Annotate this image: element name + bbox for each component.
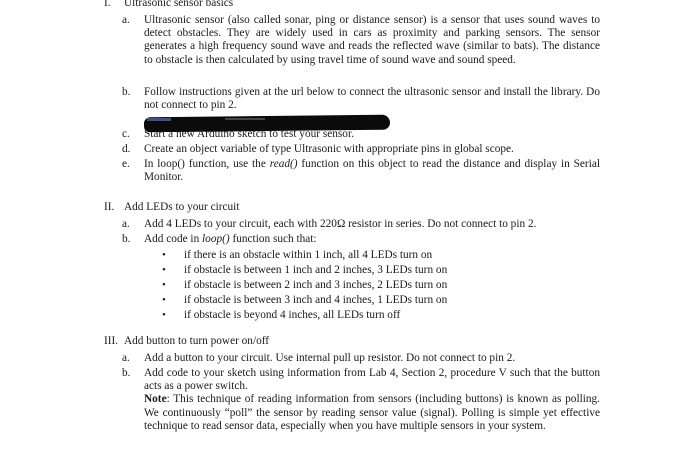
section-3-heading xyxy=(104,335,269,348)
redaction-fleck xyxy=(225,118,265,120)
section-2-item-b xyxy=(122,233,600,246)
section-2-item-a xyxy=(122,218,600,231)
item-label: b. xyxy=(122,233,131,245)
section-1-item-b xyxy=(122,86,600,112)
bullet-text: if obstacle is between 1 inch and 2 inches, 3 LEDs turn on xyxy=(184,264,448,276)
item-label: e. xyxy=(122,158,130,170)
section-1-item-d xyxy=(122,143,600,156)
item-text: Create an object variable of type Ultrasonic with appropriate pins in global scope. xyxy=(144,143,514,155)
bullet-item xyxy=(162,279,562,292)
section-3-title: Add button to turn power on/off xyxy=(124,335,270,347)
bullet-text: if obstacle is between 3 inch and 4 inches, 1 LEDs turn on xyxy=(184,294,448,306)
bullet-item xyxy=(162,249,562,262)
section-2-title: Add LEDs to your circuit xyxy=(124,201,240,213)
bullet-text: if obstacle is beyond 4 inches, all LEDs turn off xyxy=(184,309,401,321)
item-text: Add a button to your circuit. Use internal pull up resistor. Do not connect to pin 2. xyxy=(144,352,516,364)
bullet-icon: • xyxy=(162,294,166,306)
note-label: Note xyxy=(144,393,167,406)
item-label: a. xyxy=(122,352,130,364)
item-label: a. xyxy=(122,218,130,230)
bullet-item xyxy=(162,309,562,322)
section-3-number: III. xyxy=(104,335,119,347)
section-3-item-b xyxy=(122,367,600,433)
note-paragraph xyxy=(144,393,600,433)
section-1-heading xyxy=(104,0,233,10)
item-text: Add code in loop() function such that: xyxy=(144,233,317,245)
code-loop: loop() xyxy=(202,233,230,245)
item-label: d. xyxy=(122,143,131,155)
item-label: b. xyxy=(122,367,131,379)
bullet-text: if obstacle is between 2 inch and 3 inches, 2 LEDs turn on xyxy=(184,279,448,291)
item-label: b. xyxy=(122,86,131,98)
bullet-icon: • xyxy=(162,264,166,276)
bullet-item xyxy=(162,294,562,307)
section-1-title: Ultrasonic sensor basics xyxy=(124,0,234,9)
note-text: : This technique of reading information from sensors (including buttons) is known as polling. We continuously “poll” the sensor by reading sensor value (signal). Polling is simple yet effective technique to read sensor data, especially when you have multiple sensors in your system. xyxy=(144,393,600,432)
item-text: Add 4 LEDs to your circuit, each with 220Ω resistor in series. Do not connect to pin 2. xyxy=(144,218,537,230)
bullet-item xyxy=(162,264,562,277)
bullet-icon: • xyxy=(162,309,166,321)
section-3-item-a xyxy=(122,352,600,365)
section-1-number: I. xyxy=(104,0,111,9)
section-1-item-c xyxy=(122,128,600,141)
bullet-icon: • xyxy=(162,279,166,291)
item-label: a. xyxy=(122,14,130,26)
item-text: Follow instructions given at the url below to connect the ultrasonic sensor and install the library. Do not connect to pin 2. xyxy=(144,86,600,112)
bullet-icon: • xyxy=(162,249,166,261)
item-label: c. xyxy=(122,128,130,140)
section-2-heading xyxy=(104,201,239,214)
item-text: Add code to your sketch using information from Lab 4, Section 2, procedure V such that the button acts as a power switch. xyxy=(144,367,600,393)
item-text: Start a new Arduino sketch to test your sensor. xyxy=(144,128,354,140)
item-text: In loop() function, use the read() function on this object to read the distance and display in Serial Monitor. xyxy=(144,158,600,184)
bullet-text: if there is an obstacle within 1 inch, all 4 LEDs turn on xyxy=(184,249,433,261)
item-text: Ultrasonic sensor (also called sonar, ping or distance sensor) is a sensor that uses sound waves to detect obstacles. They are widely used in cars as proximity and parking sensors. The sensor generates a high frequency sound wave and reads the reflected wave (similar to bats). The distance to obstacle is then calculated by using travel time of sound wave and sound speed. xyxy=(144,14,600,66)
code-read: read() xyxy=(269,158,298,170)
section-1-item-a xyxy=(122,14,600,67)
redaction-fleck xyxy=(147,118,171,121)
section-1-item-e xyxy=(122,158,600,184)
section-2-number: II. xyxy=(104,201,115,213)
